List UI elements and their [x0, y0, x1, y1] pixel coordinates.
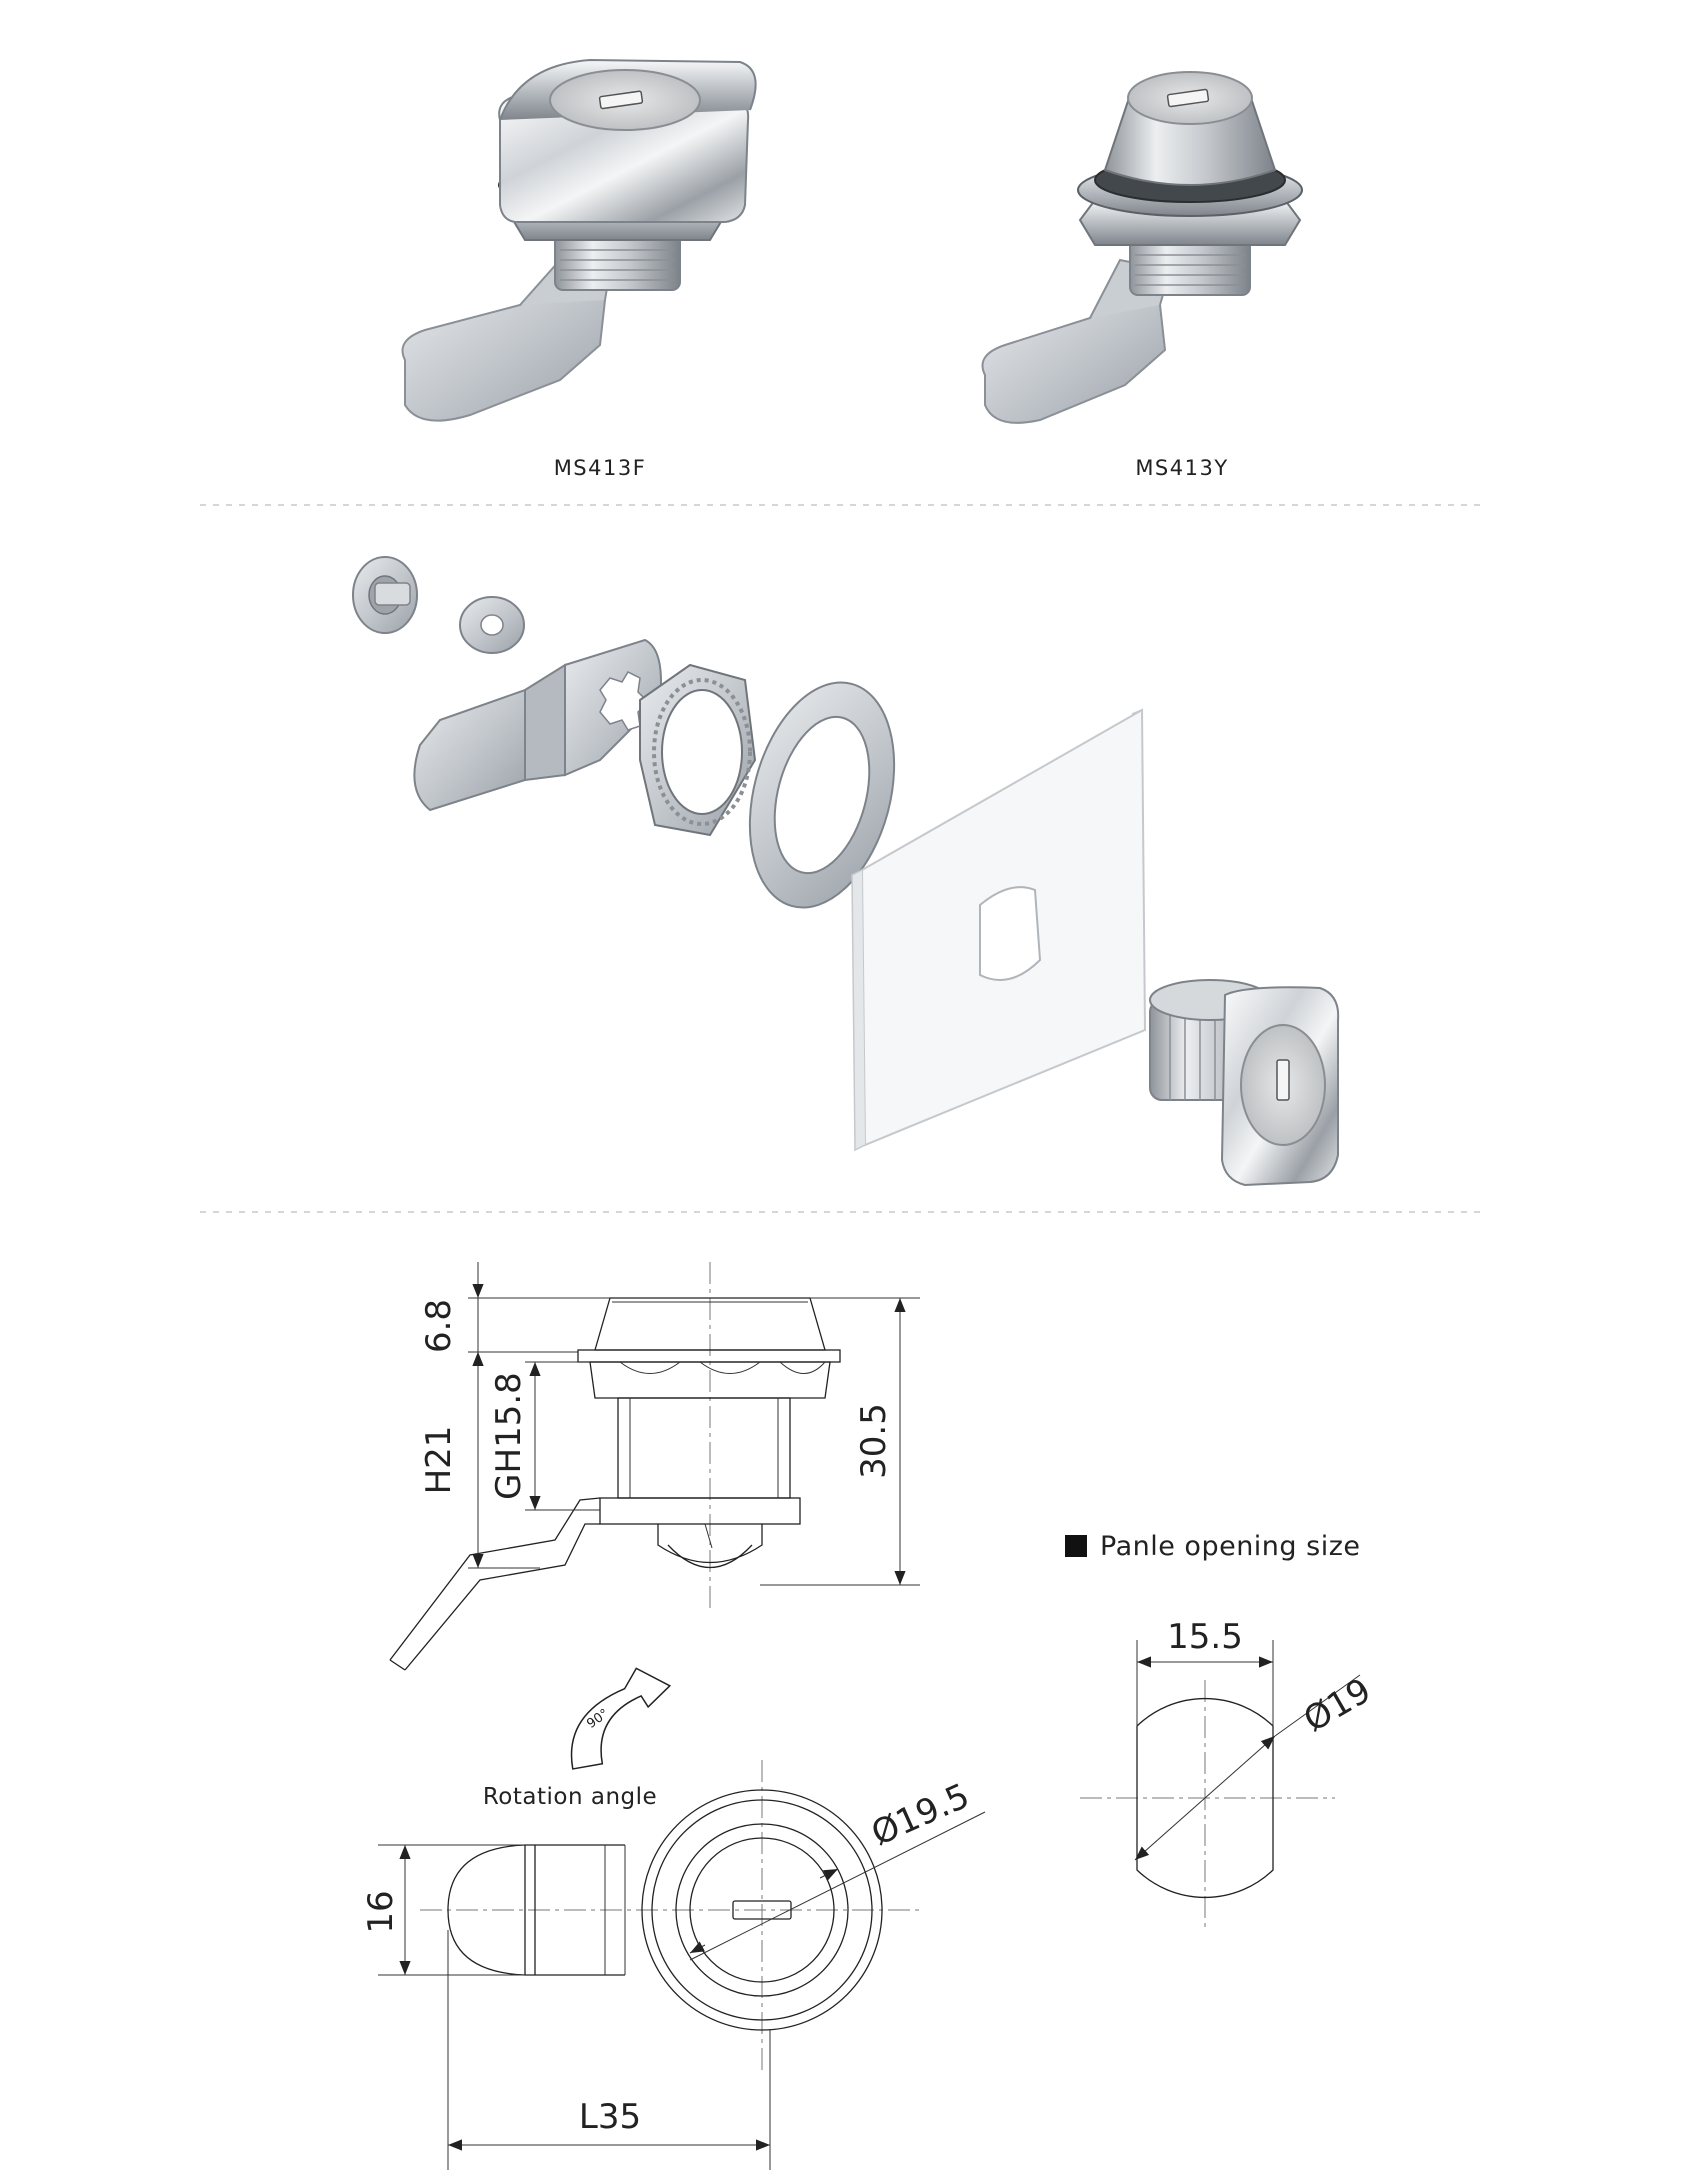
exploded-view	[353, 557, 1338, 1185]
panel-dim-dia: Ø19	[1297, 1670, 1378, 1741]
rotation-indicator	[483, 1663, 681, 1810]
small-washer	[460, 597, 524, 653]
panel-opening	[1065, 1531, 1378, 1930]
rotation-arrow-icon	[558, 1663, 682, 1769]
legend-square-icon	[1065, 1535, 1087, 1557]
product-ms413y	[983, 72, 1303, 423]
panel-legend: Panle opening size	[1100, 1531, 1361, 1562]
dim-total: 30.5	[854, 1403, 894, 1479]
rotation-label: Rotation angle	[482, 1784, 658, 1810]
side-view-drawing	[390, 1262, 920, 1670]
dim-dia-outer: Ø19.5	[865, 1775, 976, 1855]
cam-plate	[414, 640, 661, 810]
dim-gh: GH15.8	[489, 1372, 529, 1500]
hex-nut	[640, 665, 755, 835]
panel-dim-flat: 15.5	[1167, 1617, 1243, 1657]
screw-nut	[353, 557, 417, 633]
lock-body	[1150, 980, 1338, 1185]
top-view-drawing	[361, 1760, 985, 2170]
mounting-panel	[852, 710, 1145, 1150]
product-ms413y-label: MS413Y	[1135, 456, 1229, 480]
dim-length: L35	[578, 2097, 642, 2137]
rotation-value: 90°	[584, 1706, 612, 1732]
product-ms413f	[403, 60, 756, 421]
dim-head-height: 6.8	[419, 1298, 459, 1354]
dim-h21: H21	[419, 1425, 459, 1495]
dim-width: 16	[361, 1890, 401, 1934]
product-ms413f-label: MS413F	[553, 456, 647, 480]
